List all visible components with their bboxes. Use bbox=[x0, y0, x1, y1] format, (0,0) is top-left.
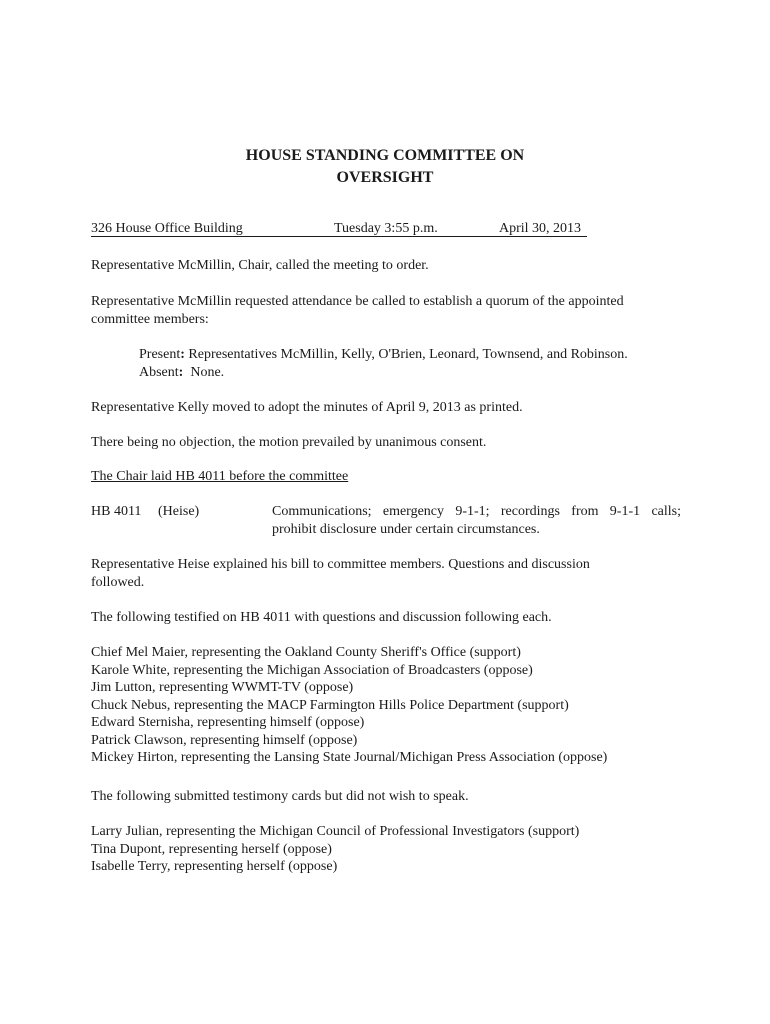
list-item: Larry Julian, representing the Michigan Council of Professional Investigators (support) bbox=[91, 824, 580, 839]
bill-description: Communications; emergency 9-1-1; recordings from 9-1-1 calls; prohibit disclosure under certain circumstances. bbox=[272, 504, 681, 537]
bill-number: HB 4011 bbox=[91, 504, 142, 519]
committee-title-line1: HOUSE STANDING COMMITTEE ON bbox=[245, 147, 525, 164]
meeting-date: April 30, 2013 bbox=[499, 221, 582, 236]
attendance-paragraph-line2: committee members: bbox=[91, 312, 209, 327]
consent-paragraph: There being no objection, the motion prevailed by unanimous consent. bbox=[91, 435, 487, 450]
absent-label: Absent bbox=[139, 365, 179, 380]
card-submitter-list bbox=[91, 823, 579, 876]
attendance-absent bbox=[139, 364, 224, 382]
committee-title-line2: OVERSIGHT bbox=[336, 169, 434, 186]
list-item: Edward Sternisha, representing himself (oppose) bbox=[91, 715, 365, 730]
bill-sponsor: (Heise) bbox=[158, 504, 200, 519]
list-item: Patrick Clawson, representing himself (oppose) bbox=[91, 732, 358, 748]
list-item: Mickey Hirton, representing the Lansing State Journal/Michigan Press Association (oppose) bbox=[91, 750, 608, 765]
list-item: Jim Lutton, representing WWMT-TV (oppose) bbox=[91, 680, 354, 695]
list-item: Isabelle Terry, representing herself (oppose) bbox=[91, 859, 338, 874]
list-item: Karole White, representing the Michigan Association of Broadcasters (oppose) bbox=[91, 662, 533, 678]
testified-paragraph: The following testified on HB 4011 with questions and discussion following each. bbox=[91, 610, 552, 625]
present-colon: : bbox=[180, 347, 185, 362]
submitted-cards-paragraph: The following submitted testimony cards but did not wish to speak. bbox=[91, 789, 469, 804]
present-members: Representatives McMillin, Kelly, O'Brien, Leonard, Townsend, and Robinson. bbox=[184, 347, 628, 362]
call-to-order-paragraph: Representative McMillin, Chair, called the meeting to order. bbox=[91, 258, 429, 273]
meeting-day-time: Tuesday 3:55 p.m. bbox=[334, 221, 438, 236]
testifier-list bbox=[91, 644, 607, 767]
list-item: Chief Mel Maier, representing the Oakland County Sheriff's Office (support) bbox=[91, 645, 521, 660]
absent-colon: : bbox=[178, 365, 184, 380]
present-label: Present bbox=[139, 347, 181, 362]
explained-paragraph-line1: Representative Heise explained his bill to committee members. Questions and discussion bbox=[91, 557, 590, 572]
meeting-location: 326 House Office Building bbox=[91, 221, 243, 236]
minutes-paragraph: Representative Kelly moved to adopt the minutes of April 9, 2013 as printed. bbox=[91, 400, 523, 415]
attendance-paragraph-line1: Representative McMillin requested attendance be called to establish a quorum of the appointed bbox=[91, 294, 624, 309]
list-item: Tina Dupont, representing herself (oppose) bbox=[91, 841, 332, 857]
chair-laid-bill-heading: The Chair laid HB 4011 before the committee bbox=[91, 469, 349, 484]
explained-paragraph-line2: followed. bbox=[91, 575, 145, 590]
absent-members: None. bbox=[183, 365, 225, 380]
attendance-present bbox=[139, 346, 628, 364]
list-item: Chuck Nebus, representing the MACP Farmington Hills Police Department (support) bbox=[91, 697, 569, 713]
